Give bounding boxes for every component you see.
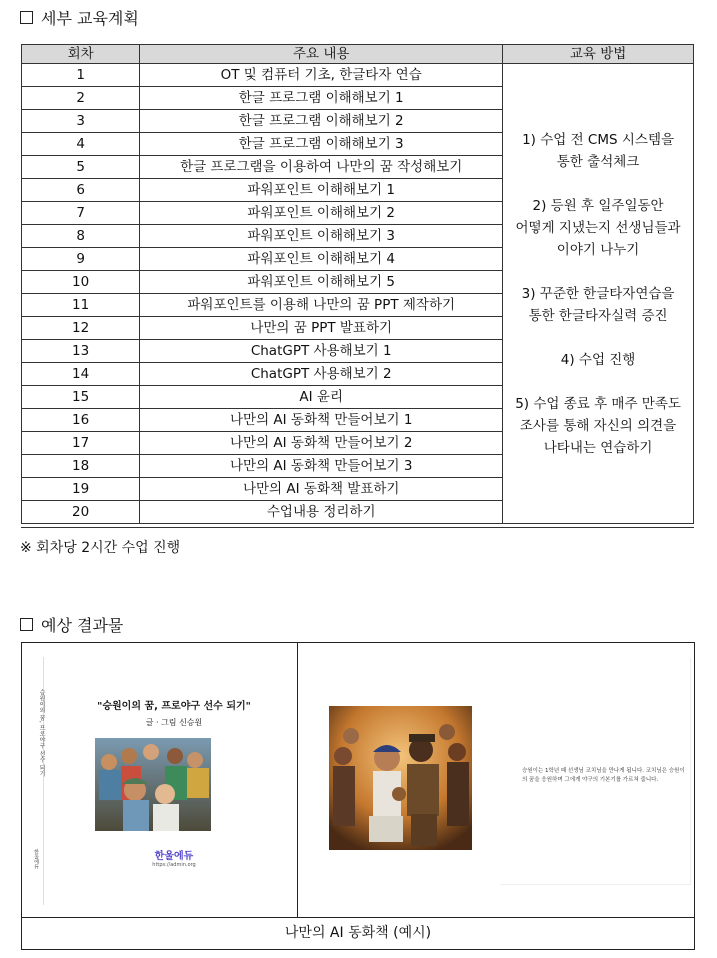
session-number: 4: [22, 133, 140, 156]
method-item: [503, 195, 693, 261]
page-illustration: [329, 706, 472, 850]
section-title: 세부 교육계획: [41, 9, 139, 28]
publisher-url: https://admin.org: [152, 862, 196, 868]
session-number: 3: [22, 110, 140, 133]
session-content: 나만의 AI 동화책 발표하기: [140, 478, 503, 501]
session-content: 나만의 AI 동화책 만들어보기 3: [140, 455, 503, 478]
section-title: 예상 결과물: [41, 616, 124, 635]
panel-divider: [297, 643, 298, 917]
session-note: ※ 회차당 2시간 수업 진행: [20, 540, 181, 556]
session-content: ChatGPT 사용해보기 2: [140, 363, 503, 386]
method-line: 3) 꾸준한 한글타자연습을: [521, 285, 675, 302]
education-plan-table: [21, 44, 694, 524]
section-heading-results: [20, 613, 123, 636]
spine-logo: 한울에듀: [33, 849, 39, 869]
session-number: 15: [22, 386, 140, 409]
session-number: 10: [22, 271, 140, 294]
method-line: 2) 등원 후 일주일동안: [532, 197, 664, 214]
session-content: 한글 프로그램을 이용하여 나만의 꿈 작성해보기: [140, 156, 503, 179]
session-content: 수업내용 정리하기: [140, 501, 503, 524]
session-content: 파워포인트를 이용해 나만의 꿈 PPT 제작하기: [140, 294, 503, 317]
session-content: ChatGPT 사용해보기 1: [140, 340, 503, 363]
method-line: 4) 수업 진행: [560, 351, 636, 368]
spine-title: 승원이의 꿈, 프로야구 선수 되기: [38, 689, 45, 777]
session-content: 한글 프로그램 이해해보기 1: [140, 87, 503, 110]
page-story-text: 승원이는 1학년 때 선생님 코치님을 만나게 됩니다. 코치님은 승원이의 꿈을 응원하며 그에게 야구의 기본기를 가르쳐 줍니다.: [522, 768, 685, 783]
header-method: 교육 방법: [503, 45, 694, 64]
session-content: 파워포인트 이해해보기 3: [140, 225, 503, 248]
checkbox-square-icon: [20, 618, 33, 631]
book-title: "승원이의 꿈, 프로야구 선수 되기": [97, 701, 251, 712]
session-number: 5: [22, 156, 140, 179]
method-item: [503, 283, 693, 327]
session-number: 14: [22, 363, 140, 386]
session-content: AI 윤리: [140, 386, 503, 409]
session-content: 나만의 AI 동화책 만들어보기 1: [140, 409, 503, 432]
method-line: 통한 한글타자실력 증진: [528, 307, 668, 324]
session-number: 9: [22, 248, 140, 271]
publisher-logo: 한울에듀: [154, 851, 194, 862]
method-item: [503, 349, 693, 371]
method-line: 조사를 통해 자신의 의견을: [519, 417, 677, 434]
method-line: 어떻게 지냈는지 선생님들과: [515, 219, 681, 236]
session-content: 한글 프로그램 이해해보기 2: [140, 110, 503, 133]
method-line: 5) 수업 종료 후 매주 만족도: [515, 395, 681, 412]
session-number: 20: [22, 501, 140, 524]
method-line: 통한 출석체크: [556, 153, 640, 170]
session-content: 파워포인트 이해해보기 5: [140, 271, 503, 294]
session-content: OT 및 컴퓨터 기초, 한글타자 연습: [140, 64, 503, 87]
method-line: 이야기 나누기: [556, 241, 640, 258]
session-content: 파워포인트 이해해보기 4: [140, 248, 503, 271]
session-number: 19: [22, 478, 140, 501]
header-content: 주요 내용: [140, 45, 503, 64]
table-header-row: [22, 45, 694, 64]
teaching-method-cell: [503, 64, 694, 524]
method-line: 나타내는 연습하기: [543, 439, 653, 456]
section-heading-plan: [20, 6, 139, 29]
session-number: 1: [22, 64, 140, 87]
result-caption: 나만의 AI 동화책 (예시): [284, 925, 432, 941]
book-spine: [30, 657, 44, 905]
method-item: [503, 129, 693, 173]
method-item: [503, 393, 693, 459]
session-number: 2: [22, 87, 140, 110]
session-content: 파워포인트 이해해보기 1: [140, 179, 503, 202]
cover-illustration: [95, 738, 211, 831]
session-number: 11: [22, 294, 140, 317]
table-row: [22, 64, 694, 87]
session-number: 17: [22, 432, 140, 455]
expected-result-box: [21, 642, 695, 950]
table-bottom-rule: [21, 527, 694, 528]
header-session: 회차: [22, 45, 140, 64]
book-preview-panels: [22, 643, 694, 918]
session-content: 한글 프로그램 이해해보기 3: [140, 133, 503, 156]
session-content: 나만의 꿈 PPT 발표하기: [140, 317, 503, 340]
session-number: 13: [22, 340, 140, 363]
method-line: 1) 수업 전 CMS 시스템을: [522, 131, 675, 148]
session-number: 18: [22, 455, 140, 478]
session-number: 7: [22, 202, 140, 225]
session-number: 6: [22, 179, 140, 202]
book-author: 글 · 그림 신승원: [145, 718, 203, 727]
checkbox-square-icon: [20, 11, 33, 24]
session-number: 16: [22, 409, 140, 432]
session-content: 파워포인트 이해해보기 2: [140, 202, 503, 225]
session-number: 8: [22, 225, 140, 248]
session-number: 12: [22, 317, 140, 340]
session-content: 나만의 AI 동화책 만들어보기 2: [140, 432, 503, 455]
